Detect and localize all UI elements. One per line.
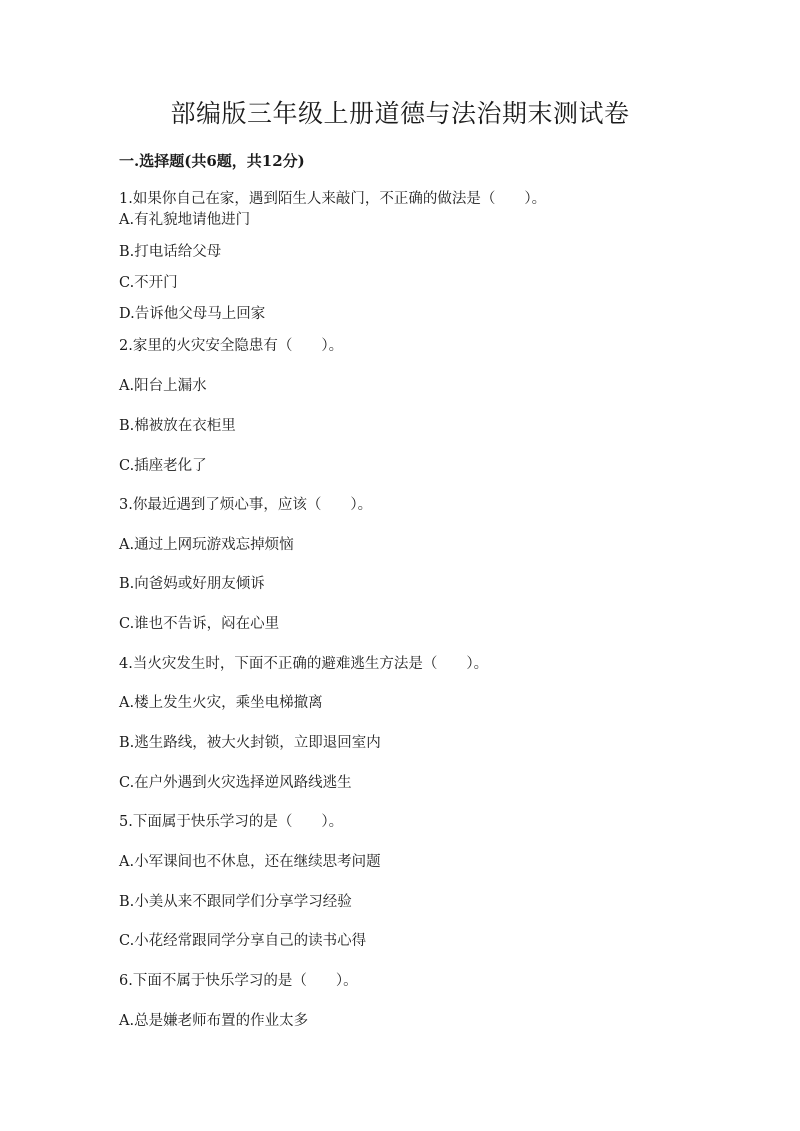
question-option: B.打电话给父母: [119, 244, 222, 260]
question-option: C.插座老化了: [119, 458, 207, 474]
question-option: C.小花经常跟同学分享自己的读书心得: [119, 933, 367, 949]
question-option: C.在户外遇到火灾选择逆风路线逃生: [119, 775, 352, 791]
question-option: B.小美从来不跟同学们分享学习经验: [119, 894, 352, 910]
question-option: B.向爸妈或好朋友倾诉: [119, 576, 265, 592]
question-option: D.告诉他父母马上回家: [119, 306, 266, 322]
question-option: A.小军课间也不休息，还在继续思考问题: [119, 854, 381, 870]
question-option: A.阳台上漏水: [119, 378, 207, 394]
question-stem: 4.当火灾发生时，下面不正确的避难逃生方法是（ ）。: [119, 656, 489, 672]
question-option: A.通过上网玩游戏忘掉烦恼: [119, 537, 294, 553]
question-stem: 5.下面属于快乐学习的是（ ）。: [119, 814, 344, 830]
question-option: C.不开门: [119, 275, 178, 291]
question-stem: 6.下面不属于快乐学习的是（ ）。: [119, 973, 358, 989]
question-option: A.总是嫌老师布置的作业太多: [119, 1013, 309, 1029]
question-option: A.楼上发生火灾，乘坐电梯撤离: [119, 695, 323, 711]
question-option: B.棉被放在衣柜里: [119, 418, 236, 434]
question-stem: 2.家里的火灾安全隐患有（ ）。: [119, 338, 344, 354]
question-option: C.谁也不告诉，闷在心里: [119, 616, 280, 632]
page-title: 部编版三年级上册道德与法治期末测试卷: [170, 99, 630, 128]
question-stem: 1.如果你自己在家，遇到陌生人来敲门，不正确的做法是（ ）。: [119, 191, 547, 207]
question-stem: 3.你最近遇到了烦心事，应该（ ）。: [119, 497, 373, 513]
question-option: B.逃生路线，被大火封锁，立即退回室内: [119, 735, 381, 751]
section-heading: 一.选择题(共6题，共12分): [119, 152, 305, 170]
question-option: A.有礼貌地请他进门: [119, 212, 251, 228]
